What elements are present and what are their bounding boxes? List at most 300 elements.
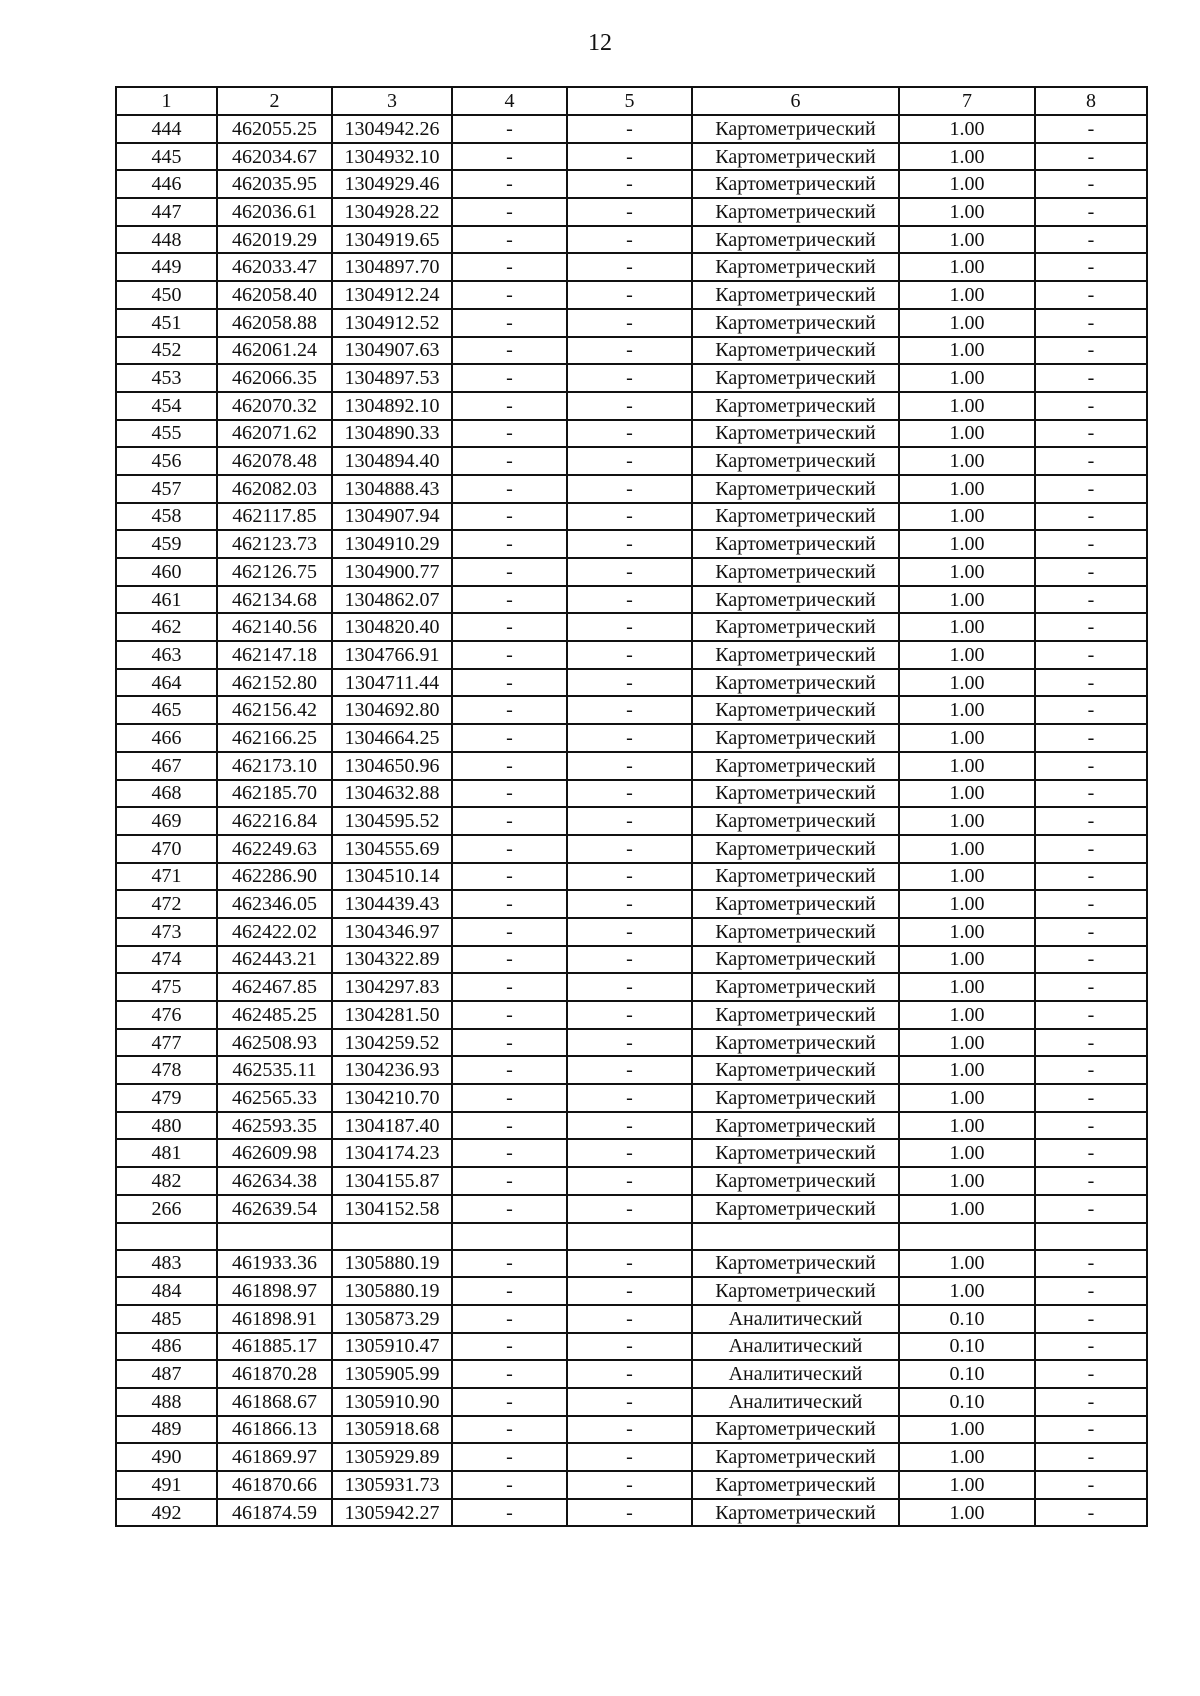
- table-cell: -: [452, 586, 567, 614]
- table-body: [116, 115, 1147, 1526]
- table-cell: 462034.67: [217, 143, 332, 171]
- table-cell: 1304155.87: [332, 1167, 452, 1195]
- table-row: [116, 586, 1147, 614]
- table-cell: 1.00: [899, 253, 1035, 281]
- table-row: [116, 115, 1147, 143]
- table-cell: 0.10: [899, 1305, 1035, 1333]
- table-cell: -: [567, 946, 692, 974]
- table-cell: 1305931.73: [332, 1471, 452, 1499]
- table-cell: -: [567, 1499, 692, 1527]
- table-cell: Картометрический: [692, 475, 899, 503]
- table-cell: 471: [116, 863, 217, 891]
- table-cell: Картометрический: [692, 1471, 899, 1499]
- table-cell: 1304862.07: [332, 586, 452, 614]
- table-cell: -: [452, 1388, 567, 1416]
- table-cell: -: [1035, 1250, 1147, 1278]
- table-cell: -: [452, 1305, 567, 1333]
- table-row: [116, 1250, 1147, 1278]
- table-cell: 1305910.90: [332, 1388, 452, 1416]
- table-cell: -: [452, 1056, 567, 1084]
- table-cell: [567, 1223, 692, 1250]
- table-cell: -: [567, 1360, 692, 1388]
- table-cell: 462173.10: [217, 752, 332, 780]
- table-cell: -: [452, 1195, 567, 1223]
- table-cell: 462033.47: [217, 253, 332, 281]
- table-cell: -: [452, 613, 567, 641]
- table-cell: Картометрический: [692, 780, 899, 808]
- table-cell: -: [452, 1167, 567, 1195]
- table-cell: -: [452, 503, 567, 531]
- table-cell: 1304919.65: [332, 226, 452, 254]
- table-cell: 462286.90: [217, 863, 332, 891]
- table-cell: -: [1035, 1056, 1147, 1084]
- table-cell: -: [1035, 337, 1147, 365]
- table-cell: 462422.02: [217, 918, 332, 946]
- table-cell: 462249.63: [217, 835, 332, 863]
- table-cell: -: [1035, 586, 1147, 614]
- table-cell: 456: [116, 447, 217, 475]
- table-cell: -: [1035, 918, 1147, 946]
- table-cell: 1305873.29: [332, 1305, 452, 1333]
- table-cell: 468: [116, 780, 217, 808]
- table-cell: Картометрический: [692, 1001, 899, 1029]
- table-cell: 462082.03: [217, 475, 332, 503]
- table-cell: 461874.59: [217, 1499, 332, 1527]
- table-cell: [899, 1223, 1035, 1250]
- table-cell: 1.00: [899, 1001, 1035, 1029]
- table-cell: 478: [116, 1056, 217, 1084]
- table-cell: 1.00: [899, 337, 1035, 365]
- table-cell: 462346.05: [217, 890, 332, 918]
- table-cell: 1.00: [899, 973, 1035, 1001]
- table-cell: -: [452, 1112, 567, 1140]
- table-cell: -: [567, 198, 692, 226]
- table-cell: 462535.11: [217, 1056, 332, 1084]
- table-cell: -: [567, 973, 692, 1001]
- table-cell: 1.00: [899, 1195, 1035, 1223]
- table-cell: 491: [116, 1471, 217, 1499]
- table-cell: -: [452, 1001, 567, 1029]
- table-cell: -: [452, 364, 567, 392]
- table-cell: 462061.24: [217, 337, 332, 365]
- table-cell: -: [1035, 226, 1147, 254]
- table-cell: -: [452, 1499, 567, 1527]
- table-cell: -: [452, 752, 567, 780]
- table-cell: -: [1035, 1001, 1147, 1029]
- table-cell: -: [452, 890, 567, 918]
- table-row: [116, 613, 1147, 641]
- table-row: [116, 1471, 1147, 1499]
- table-cell: 1304595.52: [332, 807, 452, 835]
- table-cell: 1305918.68: [332, 1416, 452, 1444]
- table-cell: 462152.80: [217, 669, 332, 697]
- table-cell: 463: [116, 641, 217, 669]
- table-cell: -: [567, 835, 692, 863]
- table-cell: 1.00: [899, 1084, 1035, 1112]
- table-cell: Картометрический: [692, 1139, 899, 1167]
- table-cell: 1305910.47: [332, 1333, 452, 1361]
- table-cell: -: [1035, 253, 1147, 281]
- table-cell: -: [1035, 1112, 1147, 1140]
- table-cell: Картометрический: [692, 973, 899, 1001]
- table-cell: 1.00: [899, 586, 1035, 614]
- table-cell: -: [452, 835, 567, 863]
- table-cell: -: [567, 558, 692, 586]
- coordinates-table: [115, 86, 1148, 1527]
- table-row: [116, 1139, 1147, 1167]
- table-cell: Картометрический: [692, 226, 899, 254]
- table-cell: Картометрический: [692, 641, 899, 669]
- table-cell: -: [567, 1443, 692, 1471]
- table-cell: -: [567, 115, 692, 143]
- table-cell: 1304210.70: [332, 1084, 452, 1112]
- table-cell: 473: [116, 918, 217, 946]
- table-cell: -: [567, 586, 692, 614]
- column-header: 7: [899, 87, 1035, 115]
- table-cell: -: [1035, 475, 1147, 503]
- table-cell: -: [1035, 752, 1147, 780]
- table-row: [116, 780, 1147, 808]
- table-cell: -: [452, 253, 567, 281]
- table-cell: 1.00: [899, 558, 1035, 586]
- table-cell: 1304632.88: [332, 780, 452, 808]
- table-row: [116, 281, 1147, 309]
- table-cell: -: [567, 1305, 692, 1333]
- table-cell: 1.00: [899, 1471, 1035, 1499]
- table-cell: -: [567, 890, 692, 918]
- table-cell: Картометрический: [692, 696, 899, 724]
- table-cell: -: [452, 1443, 567, 1471]
- table-cell: 458: [116, 503, 217, 531]
- table-row: [116, 918, 1147, 946]
- table-cell: 482: [116, 1167, 217, 1195]
- table-cell: -: [1035, 420, 1147, 448]
- table-cell: -: [452, 973, 567, 1001]
- table-cell: 464: [116, 669, 217, 697]
- table-cell: 1.00: [899, 1250, 1035, 1278]
- table-cell: 462639.54: [217, 1195, 332, 1223]
- table-cell: 447: [116, 198, 217, 226]
- table-row: [116, 863, 1147, 891]
- table-cell: -: [452, 1471, 567, 1499]
- table-cell: 1.00: [899, 364, 1035, 392]
- table-cell: -: [567, 337, 692, 365]
- table-cell: 459: [116, 530, 217, 558]
- table-cell: 451: [116, 309, 217, 337]
- table-cell: 1304929.46: [332, 170, 452, 198]
- table-cell: Картометрический: [692, 364, 899, 392]
- table-row: [116, 1001, 1147, 1029]
- table-cell: -: [452, 1360, 567, 1388]
- table-cell: Картометрический: [692, 724, 899, 752]
- table-cell: 1.00: [899, 115, 1035, 143]
- table-row: [116, 890, 1147, 918]
- table-cell: -: [452, 337, 567, 365]
- table-cell: 448: [116, 226, 217, 254]
- table-cell: Картометрический: [692, 1029, 899, 1057]
- table-cell: 1.00: [899, 724, 1035, 752]
- table-cell: 1.00: [899, 1499, 1035, 1527]
- table-cell: 1304711.44: [332, 669, 452, 697]
- table-cell: 454: [116, 392, 217, 420]
- table-cell: -: [1035, 1277, 1147, 1305]
- table-cell: 1304322.89: [332, 946, 452, 974]
- table-cell: -: [567, 1416, 692, 1444]
- table-cell: -: [1035, 503, 1147, 531]
- table-row: [116, 641, 1147, 669]
- table-cell: 462058.40: [217, 281, 332, 309]
- table-cell: 452: [116, 337, 217, 365]
- table-cell: 462: [116, 613, 217, 641]
- table-cell: 1304907.94: [332, 503, 452, 531]
- table-cell: -: [567, 530, 692, 558]
- table-cell: Картометрический: [692, 669, 899, 697]
- table-cell: Картометрический: [692, 890, 899, 918]
- table-cell: -: [1035, 1416, 1147, 1444]
- table-cell: 462485.25: [217, 1001, 332, 1029]
- table-cell: 461870.66: [217, 1471, 332, 1499]
- table-cell: -: [452, 807, 567, 835]
- table-cell: -: [452, 946, 567, 974]
- table-cell: 266: [116, 1195, 217, 1223]
- table-cell: 475: [116, 973, 217, 1001]
- table-cell: 1.00: [899, 1277, 1035, 1305]
- table-row: [116, 724, 1147, 752]
- table-cell: -: [1035, 198, 1147, 226]
- table-cell: 462066.35: [217, 364, 332, 392]
- table-row: [116, 835, 1147, 863]
- table-cell: -: [567, 1277, 692, 1305]
- table-cell: 461: [116, 586, 217, 614]
- table-cell: 479: [116, 1084, 217, 1112]
- table-cell: 1.00: [899, 641, 1035, 669]
- table-cell: 1.00: [899, 780, 1035, 808]
- table-cell: 1.00: [899, 1112, 1035, 1140]
- column-header: 5: [567, 87, 692, 115]
- table-cell: 462147.18: [217, 641, 332, 669]
- table-cell: 1.00: [899, 198, 1035, 226]
- table-cell: 483: [116, 1250, 217, 1278]
- table-cell: -: [567, 1250, 692, 1278]
- table-cell: Аналитический: [692, 1333, 899, 1361]
- table-cell: 1.00: [899, 863, 1035, 891]
- table-cell: 462078.48: [217, 447, 332, 475]
- table-cell: 1304439.43: [332, 890, 452, 918]
- table-cell: -: [452, 696, 567, 724]
- table-cell: 1.00: [899, 835, 1035, 863]
- table-cell: Аналитический: [692, 1360, 899, 1388]
- table-cell: -: [452, 780, 567, 808]
- table-cell: 1.00: [899, 530, 1035, 558]
- table-cell: 1304650.96: [332, 752, 452, 780]
- table-cell: -: [1035, 1471, 1147, 1499]
- table-cell: -: [452, 281, 567, 309]
- table-row: [116, 973, 1147, 1001]
- table-cell: 1304346.97: [332, 918, 452, 946]
- table-cell: 460: [116, 558, 217, 586]
- table-cell: -: [567, 918, 692, 946]
- table-cell: 457: [116, 475, 217, 503]
- table-cell: -: [567, 724, 692, 752]
- table-cell: Аналитический: [692, 1305, 899, 1333]
- table-cell: -: [452, 1084, 567, 1112]
- table-cell: Картометрический: [692, 946, 899, 974]
- table-cell: -: [452, 669, 567, 697]
- table-cell: 1304942.26: [332, 115, 452, 143]
- table-cell: Картометрический: [692, 752, 899, 780]
- table-row: [116, 420, 1147, 448]
- table-cell: Картометрический: [692, 1277, 899, 1305]
- table-cell: -: [1035, 143, 1147, 171]
- table-cell: 1304281.50: [332, 1001, 452, 1029]
- table-cell: Картометрический: [692, 613, 899, 641]
- table-cell: 461868.67: [217, 1388, 332, 1416]
- table-cell: 462055.25: [217, 115, 332, 143]
- table-cell: Картометрический: [692, 586, 899, 614]
- table-cell: -: [1035, 558, 1147, 586]
- table-cell: Картометрический: [692, 558, 899, 586]
- table-cell: -: [567, 1471, 692, 1499]
- table-cell: -: [567, 1112, 692, 1140]
- table-cell: -: [1035, 696, 1147, 724]
- table-cell: Картометрический: [692, 309, 899, 337]
- table-cell: 461898.91: [217, 1305, 332, 1333]
- table-cell: 469: [116, 807, 217, 835]
- table-row: [116, 1499, 1147, 1527]
- table-cell: Картометрический: [692, 918, 899, 946]
- table-cell: -: [452, 392, 567, 420]
- table-cell: -: [567, 503, 692, 531]
- table-cell: -: [1035, 364, 1147, 392]
- table-cell: -: [567, 613, 692, 641]
- table-cell: 1.00: [899, 807, 1035, 835]
- table-cell: [1035, 1223, 1147, 1250]
- table-row: [116, 1388, 1147, 1416]
- table-cell: -: [567, 226, 692, 254]
- table-cell: 450: [116, 281, 217, 309]
- table-row: [116, 226, 1147, 254]
- table-cell: 467: [116, 752, 217, 780]
- table-cell: 0.10: [899, 1333, 1035, 1361]
- table-cell: -: [567, 641, 692, 669]
- table-cell: 462134.68: [217, 586, 332, 614]
- table-cell: 485: [116, 1305, 217, 1333]
- table-cell: 1304297.83: [332, 973, 452, 1001]
- table-cell: Картометрический: [692, 337, 899, 365]
- table-cell: -: [1035, 1195, 1147, 1223]
- table-cell: 1304692.80: [332, 696, 452, 724]
- table-cell: Картометрический: [692, 1195, 899, 1223]
- table-cell: 1304894.40: [332, 447, 452, 475]
- table-cell: [452, 1223, 567, 1250]
- table-cell: -: [567, 170, 692, 198]
- table-cell: -: [1035, 946, 1147, 974]
- table-cell: -: [1035, 115, 1147, 143]
- table-cell: -: [1035, 973, 1147, 1001]
- table-cell: -: [1035, 1084, 1147, 1112]
- table-cell: 462166.25: [217, 724, 332, 752]
- table-cell: -: [567, 1167, 692, 1195]
- table-cell: -: [567, 392, 692, 420]
- table-cell: 486: [116, 1333, 217, 1361]
- column-header: 3: [332, 87, 452, 115]
- table-cell: Картометрический: [692, 863, 899, 891]
- table-cell: 1304510.14: [332, 863, 452, 891]
- table-cell: -: [1035, 1499, 1147, 1527]
- table-cell: 489: [116, 1416, 217, 1444]
- table-cell: -: [1035, 1388, 1147, 1416]
- table-row: [116, 475, 1147, 503]
- table-cell: -: [1035, 780, 1147, 808]
- table-cell: 0.10: [899, 1360, 1035, 1388]
- table-cell: -: [567, 420, 692, 448]
- table-cell: -: [1035, 669, 1147, 697]
- table-cell: 1.00: [899, 143, 1035, 171]
- table-cell: 1.00: [899, 503, 1035, 531]
- table-cell: Картометрический: [692, 198, 899, 226]
- table-cell: -: [567, 1001, 692, 1029]
- table-row: [116, 1360, 1147, 1388]
- table-cell: 1305880.19: [332, 1250, 452, 1278]
- table-cell: Картометрический: [692, 503, 899, 531]
- table-row: [116, 1277, 1147, 1305]
- table-cell: 1304912.52: [332, 309, 452, 337]
- table-cell: -: [1035, 890, 1147, 918]
- table-cell: [692, 1223, 899, 1250]
- table-cell: 1305929.89: [332, 1443, 452, 1471]
- table-cell: 462035.95: [217, 170, 332, 198]
- table-cell: -: [567, 1195, 692, 1223]
- table-cell: 1304888.43: [332, 475, 452, 503]
- table-cell: -: [1035, 1443, 1147, 1471]
- table-cell: 1304890.33: [332, 420, 452, 448]
- table-cell: 462508.93: [217, 1029, 332, 1057]
- table-cell: -: [1035, 447, 1147, 475]
- table-cell: 1.00: [899, 669, 1035, 697]
- table-cell: Картометрический: [692, 1443, 899, 1471]
- table-cell: 461898.97: [217, 1277, 332, 1305]
- table-cell: 462126.75: [217, 558, 332, 586]
- table-row: [116, 170, 1147, 198]
- table-cell: Картометрический: [692, 1167, 899, 1195]
- table-cell: Картометрический: [692, 1250, 899, 1278]
- table-cell: 470: [116, 835, 217, 863]
- table-cell: Картометрический: [692, 170, 899, 198]
- table-cell: 453: [116, 364, 217, 392]
- table-cell: -: [1035, 1305, 1147, 1333]
- table-cell: -: [1035, 530, 1147, 558]
- table-cell: Картометрический: [692, 447, 899, 475]
- table-cell: [116, 1223, 217, 1250]
- table-cell: Картометрический: [692, 392, 899, 420]
- table-cell: 445: [116, 143, 217, 171]
- table-cell: [332, 1223, 452, 1250]
- table-cell: 1304555.69: [332, 835, 452, 863]
- table-cell: 1304928.22: [332, 198, 452, 226]
- table-cell: -: [1035, 1139, 1147, 1167]
- table-cell: -: [452, 1029, 567, 1057]
- table-cell: 462058.88: [217, 309, 332, 337]
- table-cell: -: [452, 115, 567, 143]
- table-cell: 1.00: [899, 475, 1035, 503]
- table-cell: -: [452, 447, 567, 475]
- table-cell: -: [1035, 309, 1147, 337]
- table-cell: -: [452, 309, 567, 337]
- table-cell: 462185.70: [217, 780, 332, 808]
- table-cell: 1304664.25: [332, 724, 452, 752]
- table-cell: -: [567, 447, 692, 475]
- table-cell: Картометрический: [692, 1499, 899, 1527]
